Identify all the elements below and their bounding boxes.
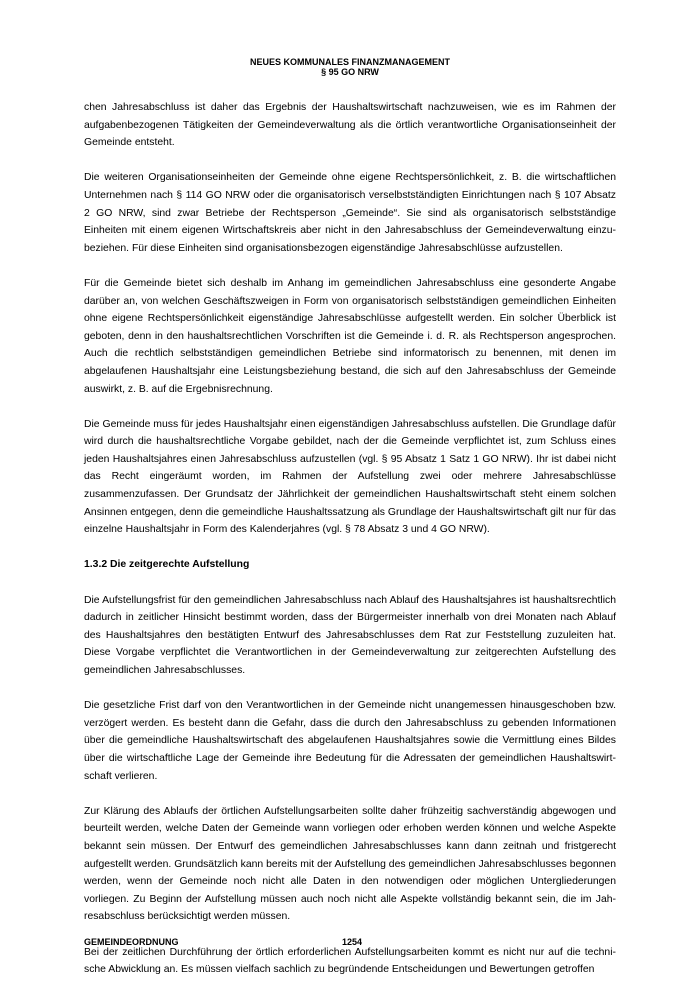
section-heading: 1.3.2 Die zeitgerechte Aufstellung [84, 559, 250, 571]
paragraph: Die weiteren Organisationseinheiten der Gemeinde ohne eigene Rechtspersönlichkeit, z. B. die wirtschaftlichen Unternehmen nach § 114 GO NRW oder die organisatorisch verselbstständigten Einrichtungen nach § 107 Absatz 2 GO NRW, sind zwar Betriebe der Rechtsperson „Gemeinde“. Sie sind als organisatorisch selbstständige Einheiten mit einem eigenen Wirtschaftskreis aber nicht in den Jahresabschluss der Gemeindeverwaltung einzubeziehen. Für diese Einheiten sind organisationsbezogen eigenständige Jahresabschlüsse aufzustellen. [84, 172, 616, 254]
paragraph: chen Jahresabschluss ist daher das Ergebnis der Haushaltswirtschaft nachzuweisen, wie es im Rahmen der aufgabenbezogenen Tätigkeiten der Gemeindeverwaltung als die örtlich verantwortliche Organisationseinheit der Gemeinde entsteht. [84, 102, 616, 149]
page-body [84, 99, 616, 996]
paragraph: Die Gemeinde muss für jedes Haushaltsjahr einen eigenständigen Jahresabschluss aufstellen. Die Grundlage dafür wird durch die haushaltsrechtliche Vorgabe gebildet, nach der die Gemeinde verpflichtet ist, zum Schluss eines jeden Haushaltsjahres einen Jahresabschluss aufzustellen (vgl. § 95 Absatz 1 Satz 1 GO NRW). Ihr ist dabei nicht das Recht eingeräumt worden, im Rahmen der Aufstellung zwei oder mehrere Jahresabschlüsse zusammenzufassen. Der Grundsatz der Jährlichkeit der gemeindlichen Haushaltswirtschaft steht einem solchen Ansinnen entgegen, denn die gemeindliche Haushaltssatzung als Grundlage der Haushaltswirtschaft gilt nur für das einzelne Haushaltsjahr in Form des Kalenderjahres (vgl. § 78 Absatz 3 und 4 GO NRW). [84, 418, 616, 536]
paragraph: Zur Klärung des Ablaufs der örtlichen Aufstellungsarbeiten sollte daher frühzeitig sachverständig abgewogen und beurteilt werden, welche Daten der Gemeinde wann vorliegen oder erhoben werden können und welche Aspekte bekannt sein müssen. Der Entwurf des gemeindlichen Jahresabschlusses kann dann zeitnah und fristgerecht aufgestellt werden. Grundsätzlich kann bereits mit der Aufstellung des gemeindlichen Jahresabschlusses begonnen werden, wenn der Gemeinde noch nicht alle Daten in den notwendigen oder möglichen Untergliederungen vorliegen. Zu Beginn der Aufstellung müssen auch noch nicht alle Aspekte vollständig bekannt sein, die im Jahresabschluss berücksichtigt werden müssen. [84, 805, 616, 923]
paragraph: Für die Gemeinde bietet sich deshalb im Anhang im gemeindlichen Jahresabschluss eine gesonderte Angabe darüber an, von welchen Geschäftszweigen in Form von organisatorisch selbstständigen gemeindlichen Einheiten ohne eigene Rechtspersönlichkeit eigenständige Jahresabschlüsse aufgestellt werden. Ein solcher Überblick ist geboten, denn in den haushaltsrechtlichen Vorschriften ist die Gemeinde i. d. R. als Rechtsperson angesprochen. Auch die rechtlich selbstständigen gemeindlichen Betriebe sind informatorisch zu benennen, mit denen im abgelaufenen Haushaltsjahr eine Leistungsbeziehung bestand, die sich auf den Jahresabschluss der Gemeinde auswirkt, z. B. auf die Ergebnisrechnung. [84, 277, 616, 395]
footer-title: GEMEINDEORDNUNG [84, 937, 179, 947]
header-subtitle: § 95 GO NRW [321, 67, 379, 77]
paragraph: Bei der zeitlichen Durchführung der örtlich erforderlichen Aufstellungsarbeiten kommt es nicht nur auf die technische Abwicklung an. Es müssen vielfach sachlich zu begründende Entscheidungen und Bewertungen getroffen [84, 946, 616, 976]
paragraph: Die Aufstellungsfrist für den gemeindlichen Jahresabschluss nach Ablauf des Haushaltsjahres ist haushaltsrechtlich dadurch in zeitlicher Hinsicht bestimmt worden, dass der Bürgermeister innerhalb von drei Monaten nach Ablauf des Haushaltsjahres den bestätigten Entwurf des Jahresabschlusses dem Rat zur Feststellung zuzuleiten hat. Diese Vorgabe verpflichtet die Verantwortlichen in der Gemeindeverwaltung zur zeitgerechten Aufstellung des gemeindlichen Jahresabschlusses. [84, 594, 616, 676]
page-header [0, 57, 700, 77]
header-title: NEUES KOMMUNALES FINANZMANAGEMENT [250, 57, 450, 67]
page-number: 1254 [342, 937, 363, 947]
paragraph: Die gesetzliche Frist darf von den Verantwortlichen in der Gemeinde nicht unangemessen hinausgeschoben bzw. verzögert werden. Es besteht dann die Gefahr, dass die durch den Jahresabschluss zu gebenden Informationen über die gemeindliche Haushaltswirtschaft des abgelaufenen Haushaltsjahres sowie die Vermittlung eines Bildes über die wirtschaftliche Lage der Gemeinde ihre Bedeutung für die Adressaten der gemeindlichen Haushaltswirtschaft verlieren. [84, 700, 616, 782]
